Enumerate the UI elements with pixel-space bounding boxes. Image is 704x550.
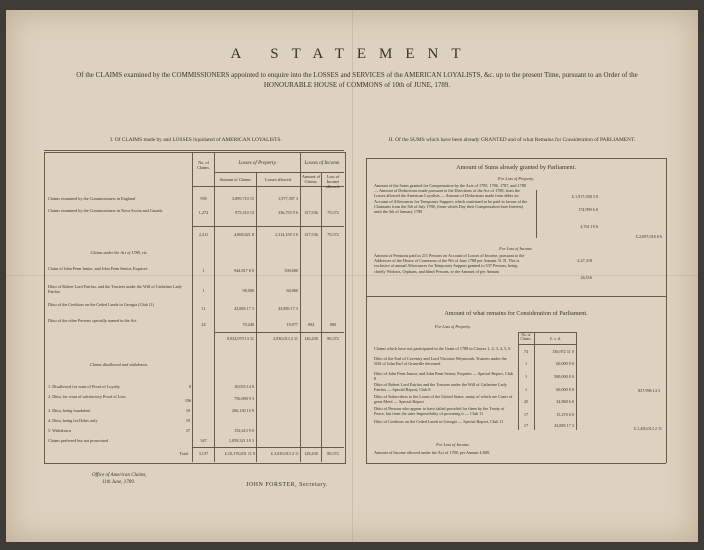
list-item: Ditto of Creditors on the Ceded Lands in Georgia — Special Report, Club 11 (374, 419, 504, 424)
list-item: 34,868 6 0 (556, 399, 574, 404)
list-item: 1 (524, 361, 528, 366)
list-item: Ditto of Persons who appear to have failed provided for them by the Treaty of Peace, but from the utter Impossibility of procuring it — Club 11 (374, 406, 505, 416)
table-cell: 1,272 (198, 210, 209, 215)
table-cell: 60,000 (286, 288, 298, 293)
table-row-label: 3. Ditto, being fraudulent (48, 408, 91, 413)
table-cell: 894 (307, 322, 315, 327)
table-cell: 79,372 (327, 210, 339, 215)
subtotal-cell: 8,034,970 13 11 (226, 336, 254, 341)
act-heading: Claims under the Act of 1788, viz. (90, 250, 148, 255)
page-subtitle: Of the CLAIMS examined by the COMMISSIONERS appointed to enquire into the LOSSES and SERVICES of the AMERICAN LOYALISTS, &c. up to the present Time, pursuant to an Order of the HONOURABLE HOUSE of COMMONS of 10th of JUNE, 1789. (76, 71, 638, 89)
col-losses-income: Losses of Income. (304, 161, 341, 166)
table-cell: 944,817 8 0 (234, 268, 254, 273)
remain-loss-property: For Loss of Property. (435, 324, 471, 329)
table-cell: 206,130 15 9 (232, 408, 254, 413)
footer-office: Office of American Claims, (92, 473, 147, 478)
table-row-label: Claim of John Penn Junior, and John Penn Senior, Esquires (48, 266, 148, 271)
remain-heading: Amount of what remains for Consideration of Parliament. (444, 310, 588, 317)
table-row-label: Ditto of the Creditors on the Ceded Lands in Georgia (Club 11) (48, 302, 155, 307)
page-title: A STATEMENT (230, 46, 474, 62)
table-cell: 37 (185, 428, 191, 433)
table-row-label: 4. Ditto, being for Debts only (48, 418, 98, 423)
table-cell: 3,899,710 15 (232, 196, 254, 201)
table-cell: 347 (200, 438, 207, 443)
table-row-label: Ditto of Robert Lord Fairfax, and the Trustees under the Will of Catherine Lady Fairfax (48, 284, 182, 294)
table-cell: 11 (201, 306, 206, 311)
table-cell: 98,000 (242, 288, 254, 293)
granted-total: £.2,097,018 8 6 (635, 234, 662, 239)
table-cell: 1,977,397 3 (278, 196, 298, 201)
table-cell: 79,372 (327, 232, 339, 237)
table-cell: 800 (329, 322, 337, 327)
list-item: 74 (523, 349, 529, 354)
table-cell: 2,314,150 3 6 (274, 232, 298, 237)
total-cell: 3,137 (198, 451, 209, 456)
table-cell: 43,883 17 3 (278, 306, 298, 311)
list-item: 43,883 17 3 (554, 423, 574, 428)
table-cell: 152,613 9 0 (234, 428, 254, 433)
col-losses-property: Losses of Property. (238, 161, 277, 166)
table-cell: 1 (202, 288, 205, 293)
table-row-label: 5. Withdrawn (48, 428, 71, 433)
table-cell: 975,310 13 (235, 210, 254, 215)
col-amount-claims: Amount of Claims. (219, 177, 252, 182)
withdrawn-heading: Claims disallowed and withdrawn. (89, 362, 149, 367)
list-item: 1 (524, 374, 528, 379)
for-loss-income: For Loss of Income. (499, 246, 533, 251)
remain-subtotal: 837,996 14 3 (638, 388, 660, 393)
granted-value: 4,761 19 6 (580, 224, 598, 229)
table-cell: 8 (188, 384, 192, 389)
table-cell: 336,753 9 6 (278, 210, 298, 215)
footer-signature: JOHN FORSTER, Secretary. (246, 482, 328, 488)
left-heading: I. Of CLAIMS made by and LOSSES liquidated of AMERICAN LOYALISTS. (110, 137, 282, 143)
remain-loss-income: For Loss of Income. (436, 442, 470, 447)
list-item: 17 (523, 423, 529, 428)
remain-col-lsd: £. s. d. (549, 336, 562, 341)
table-cell: 19,977 (286, 322, 298, 327)
col-no-claims: No. of Claims. (197, 160, 210, 170)
table-row-label: Claims examined by the Commissioners in Nova Scotia and Canada (48, 208, 163, 213)
remain-income-text: Amount of Income allowed under the Act of 1788, per Annum £.800. (374, 450, 491, 455)
table-cell: 24 (201, 322, 206, 327)
list-item: 15,270 0 0 (556, 412, 574, 417)
subtotal-cell: 126,430 (304, 336, 318, 341)
pension-value: 26,516 (580, 275, 592, 280)
table-cell: 939 (200, 196, 207, 201)
table-cell: 1 (202, 268, 205, 273)
table-cell: 500,000 (284, 268, 298, 273)
granted-heading: Amount of Sums already granted by Parliament. (456, 164, 576, 171)
total-cell: £.10,178,831 11 9 (224, 451, 255, 456)
list-item: 1 (524, 387, 528, 392)
document-sheet (6, 10, 698, 542)
for-loss-property: For Loss of Property. (498, 176, 534, 181)
table-cell: 2,211 (198, 232, 209, 237)
table-cell: 10 (185, 408, 191, 413)
table-cell: 19 (185, 418, 191, 423)
total-cell: £.3,030,013 2 11 (270, 451, 299, 456)
table-row-label: Claims preferred but not prosecuted (48, 438, 109, 443)
list-item: 60,000 0 0 (556, 361, 574, 366)
table-cell: 127,536 (304, 210, 318, 215)
list-item: 136,972 11 0 (552, 349, 574, 354)
remain-col-no: No. of Claims. (520, 333, 532, 341)
total-cell: 128,430 (304, 451, 318, 456)
table-cell: 4,869,021 8 (234, 232, 254, 237)
remain-total: £.1,450,013 2 11 (633, 426, 662, 431)
table-cell: 127,536 (304, 232, 318, 237)
table-row-label: 2. Ditto, for want of satisfactory Proof of Loss (48, 394, 126, 399)
col-income-claims: Amount of Claims. (301, 174, 321, 184)
granted-value: 174,990 6 0 (578, 207, 598, 212)
col-losses-allowed: Losses allowed. (265, 177, 292, 182)
table-cell: 43,883 17 3 (234, 306, 254, 311)
total-cell: 80,372 (327, 451, 339, 456)
table-cell: 10,053 14 0 (234, 384, 254, 389)
subtotal-cell: 80,372 (327, 336, 339, 341)
col-income-allowed: Loss of Income allowed. (325, 174, 341, 189)
left-heading-rule (44, 150, 344, 151)
total-label: Total (179, 451, 188, 456)
table-cell: 756,098 9 3 (234, 396, 254, 401)
pension-value: £.27,318 (577, 258, 592, 263)
list-item: 17 (523, 412, 529, 417)
granted-value: £.1,917,038 3 0 (571, 194, 598, 199)
table-cell: 196 (184, 398, 192, 403)
subtotal-cell: 2,930,013 2 11 (273, 336, 298, 341)
footer-date: 11th June, 1789. (102, 480, 135, 485)
list-item: Ditto of the Earl of Coventry and Lord Viscount Weymouth, Trustees under the Will of John Earl of Granville deceased (374, 356, 507, 366)
table-row-label: Claims examined by the Commissioners in England (48, 196, 135, 201)
list-item: 60,000 0 0 (556, 387, 574, 392)
list-item: 500,000 0 0 (554, 374, 574, 379)
list-item: Ditto of John Penn Junior, and John Penn Senior, Esquires — Special Report, Club 8 (374, 371, 514, 381)
list-item: Claims which have not participated in the Grant of 1788 in Classes 1, 2, 3, 4, 5, 6 (374, 346, 511, 351)
list-item: Ditto of Robert Lord Fairfax and the Trustees under the Will of Catherine Lady Fairfax — Special Report, Club 8 (374, 382, 507, 392)
table-row-label: Ditto of the other Persons specially named in the Act (48, 318, 137, 323)
table-cell: 1,059,321 19 3 (228, 438, 254, 443)
pension-text: Amount of Pensions paid to 211 Persons on Account of Losses of Income, pursuant to the Addresses of the House of Commons of the 9th of June 1788 per Annum. N. B. This is exclusive of annual Allowances for Temporary Support granted to 537 Persons, being chiefly Widows, Orphans, and blind Persons, to the Amount of per Annum (374, 253, 525, 274)
list-item: Ditto of Subscribers to the Loans of the United States, many of which are Cases of great Merit — Special Report (374, 394, 513, 404)
right-heading: II. Of the SUMS which have been already GRANTED and of what Remains for Consideration of PARLIAMENT. (388, 137, 636, 143)
table-row-label: 1. Disallowed for want of Proof of Loyalty (48, 384, 120, 389)
table-cell: 70,248 (242, 322, 254, 327)
granted-text: Amount of the Sums granted for Compensation by the Acts of 1785, 1786, 1787, and 1788 — Amount of Deductions made pursuant to the Directions of the Act of 1788, from the Losses allowed the American Loyalists — Amount of Deductions made from debts on Account of Allowances for Temporary Support, which continued to be paid in favour of the Claimants from the 5th of July 1788, (from which Day their Compensation bore Interest) until the 5th of January 1789 (374, 183, 528, 215)
list-item: 45 (523, 399, 529, 404)
